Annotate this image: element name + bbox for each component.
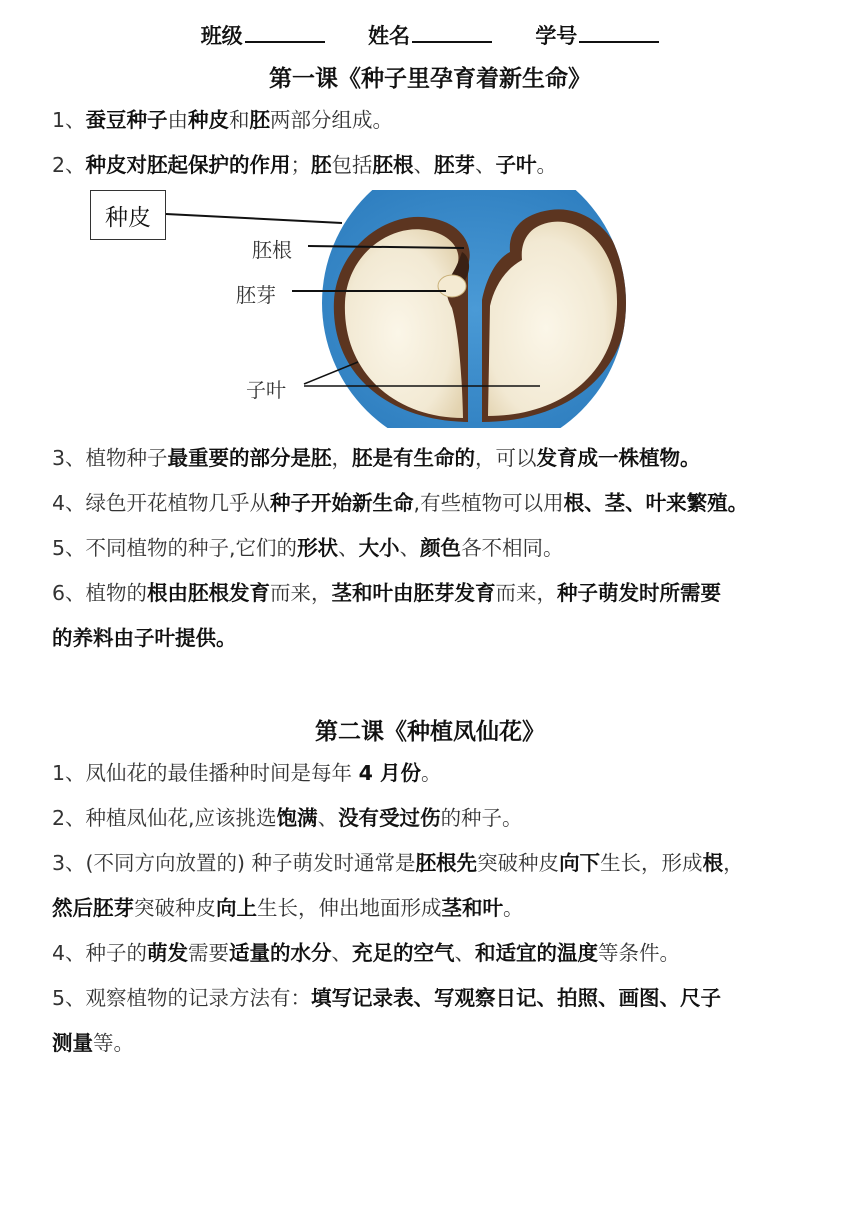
student-info-header [0,20,860,50]
name-field [368,20,492,50]
lesson2-item-2 [52,796,822,841]
body-text: 等。 [93,1031,134,1055]
class-label: 班级 [200,24,243,48]
seed-coat-label: 种皮 [90,190,166,240]
body-text: 2、种植凤仙花,应该挑选 [52,806,277,830]
lesson1-item-5 [52,526,822,571]
body-text: 需要 [188,941,230,965]
body-text: ，可以 [475,446,537,470]
body-text: 包括 [331,153,373,177]
emphasis-text: 蚕豆种子 [85,108,168,132]
emphasis-text: 根由胚根发育 [147,581,271,605]
emphasis-text: 向下 [559,851,601,875]
name-label: 姓名 [368,24,410,48]
plumule-label: 胚芽 [236,283,276,307]
body-text: ； [290,153,312,177]
emphasis-text: 最重要的部分是胚 [167,446,332,470]
lesson2-title: 第二课《种植凤仙花》 [315,719,545,745]
body-text: 4、种子的 [52,941,148,965]
emphasis-text: 根、茎、叶来繁殖。 [563,491,749,515]
seed-photo [90,190,630,428]
emphasis-text: 适量的水分 [229,941,332,965]
lesson1-item-2 [52,143,822,188]
body-text: 。 [503,896,524,920]
emphasis-text: 子叶 [495,153,537,177]
body-text: 两部分组成。 [270,108,394,132]
lesson1-title: 第一课《种子里孕育着新生命》 [269,66,591,92]
body-text: 6、植物的 [52,581,148,605]
lesson1-item-6-cont [52,616,822,661]
body-text: ,有些植物可以用 [413,491,564,515]
body-text: 3、(不同方向放置的) 种子萌发时通常是 [52,851,416,875]
emphasis-text: 胚 [249,108,271,132]
lesson2-item-3-cont [52,886,822,931]
body-text: 各不相同。 [461,536,564,560]
seed-diagram [90,190,630,428]
body-text: 突破种皮 [134,896,216,920]
body-text: 和 [229,108,250,132]
emphasis-text: 4 月份 [358,761,421,785]
lesson1-item-6 [52,571,822,616]
emphasis-text: 和适宜的温度 [475,941,599,965]
class-blank[interactable] [245,23,325,43]
emphasis-text: 饱满 [276,806,318,830]
emphasis-text: 的养料由子叶提供。 [52,626,237,650]
body-text: 。 [420,761,442,785]
body-text: 5、不同植物的种子,它们的 [52,536,298,560]
emphasis-text: 向上 [216,896,257,920]
emphasis-text: 根 [702,851,724,875]
body-text: 。 [536,153,558,177]
body-text: 由 [167,108,189,132]
lesson2-item-3 [52,841,822,886]
body-text: 、 [475,153,496,177]
emphasis-text: 种子开始新生命 [270,491,414,515]
emphasis-text: 形状 [297,536,339,560]
lesson1-item-4 [52,481,822,526]
body-text: 1、 [52,108,86,132]
body-text: 而来， [270,581,332,605]
emphasis-text: 发育成一株植物。 [536,446,701,470]
emphasis-text: 大小 [358,536,400,560]
body-text: 、 [454,941,476,965]
emphasis-text: 胚芽 [434,153,476,177]
lesson1-item-1 [52,98,822,143]
body-text: 突破种皮 [477,851,560,875]
body-text: 4、绿色开花植物几乎从 [52,491,271,515]
emphasis-text: 胚是有生命的 [352,446,476,470]
body-text: 等条件。 [598,941,681,965]
number-blank[interactable] [579,23,659,43]
body-text: 、 [338,536,359,560]
emphasis-text: 胚根先 [415,851,478,875]
cotyledon-label: 子叶 [246,378,286,402]
emphasis-text: 没有受过伤 [338,806,441,830]
body-text: ， [331,446,353,470]
body-text: 3、植物种子 [52,446,168,470]
body-text: 的种子。 [440,806,523,830]
body-text: 、 [413,153,435,177]
body-text: ， [723,851,744,875]
lesson2-item-5 [52,976,822,1021]
lesson1-item-3 [52,436,822,481]
body-text: 而来， [495,581,558,605]
emphasis-text: 胚根 [372,153,414,177]
emphasis-text: 茎和叶 [441,896,503,920]
emphasis-text: 种皮 [188,108,230,132]
number-field [535,20,659,50]
body-text: 2、 [52,153,86,177]
emphasis-text: 充足的空气 [352,941,455,965]
class-field [201,20,325,50]
body-text: 5、观察植物的记录方法有： [52,986,312,1010]
body-text: 生长，形成 [600,851,703,875]
body-text: 、 [399,536,421,560]
emphasis-text: 萌发 [147,941,189,965]
lesson2-item-5-cont [52,1021,822,1066]
radicle-label: 胚根 [252,238,292,262]
emphasis-text: 测量 [52,1031,93,1055]
emphasis-text: 颜色 [420,536,462,560]
emphasis-text: 填写记录表、写观察日记、拍照、画图、尺子 [311,986,722,1010]
body-text: 、 [331,941,353,965]
body-text: 1、凤仙花的最佳播种时间是每年 [52,761,359,785]
lesson2-item-4 [52,931,822,976]
body-text: 、 [317,806,339,830]
body-text: 生长，伸出地面形成 [257,896,442,920]
emphasis-text: 茎和叶由胚芽发育 [331,581,496,605]
emphasis-text: 种皮对胚起保护的作用 [85,153,291,177]
emphasis-text: 然后胚芽 [52,896,134,920]
name-blank[interactable] [412,23,492,43]
lesson2-item-1 [52,751,822,796]
emphasis-text: 胚 [311,153,332,177]
emphasis-text: 种子萌发时所需要 [557,581,722,605]
number-label: 学号 [535,24,578,48]
